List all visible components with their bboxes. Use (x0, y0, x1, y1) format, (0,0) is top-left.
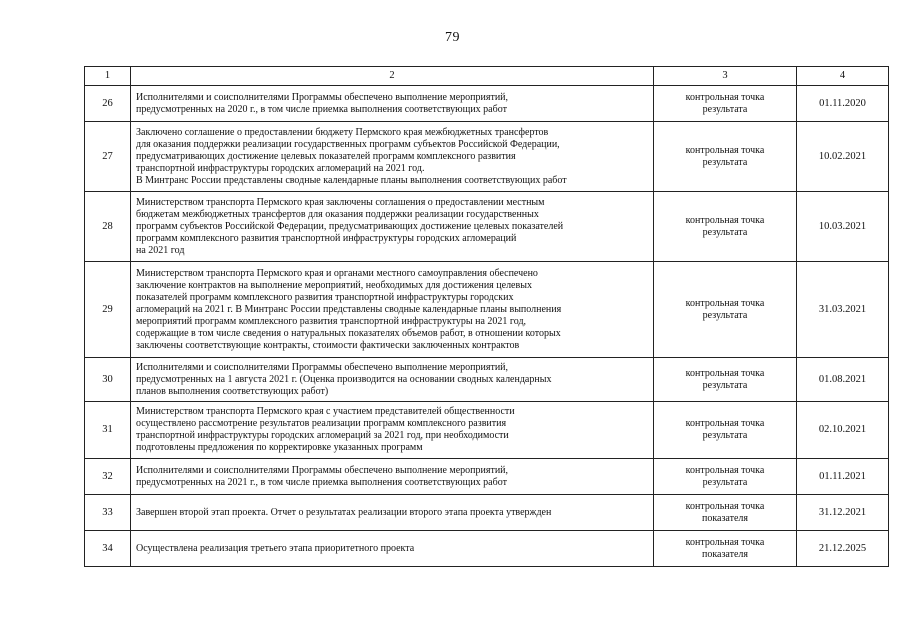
description-line: заключены соответствующие контракты, стоимости фактически заключенных контрактов (136, 339, 520, 351)
event-type-line: контрольная точка (685, 144, 765, 156)
event-type-line: контрольная точка (685, 464, 765, 476)
header-col-1: 1 (85, 67, 131, 86)
event-description (131, 402, 654, 459)
description-line: подготовлены предложения по корректировке указанных программ (136, 442, 423, 453)
event-type (654, 122, 797, 192)
description-line: программ комплексного развития транспортной инфраструктуры городских агломераций (136, 232, 517, 244)
description-line: Министерством транспорта Пермского края заключены соглашения о предоставлении местным (136, 196, 545, 208)
page-number: 79 (445, 30, 460, 45)
description-line: показателей программ комплексного развития транспортной инфраструктуры городских (136, 291, 514, 303)
description-line: предусмотренных на 1 августа 2021 г. (Оценка производится на основании сводных календарных (136, 373, 552, 385)
table-row (85, 459, 889, 495)
table-header-row (85, 67, 889, 86)
event-type-line: контрольная точка (685, 91, 765, 103)
description-line: В Минтранс России представлены сводные календарные планы выполнения соответствующих работ (136, 174, 567, 186)
event-type (654, 358, 797, 402)
event-date: 31.03.2021 (797, 262, 889, 358)
description-line: Министерством транспорта Пермского края с участием представителей общественности (136, 406, 515, 417)
table-row (85, 358, 889, 402)
description-line: Министерством транспорта Пермского края и органами местного самоуправления обеспечено (136, 267, 538, 279)
event-type-line: результата (702, 103, 748, 115)
event-type-line: результата (702, 156, 748, 168)
event-type-line: результата (702, 430, 748, 441)
row-number: 32 (85, 459, 131, 495)
event-type-line: контрольная точка (685, 214, 765, 226)
event-description (131, 495, 654, 531)
description-line: бюджетам межбюджетных трансфертов для оказания поддержки реализации государственных (136, 208, 539, 220)
event-type (654, 192, 797, 262)
event-type-line: контрольная точка (685, 536, 765, 548)
description-line: Исполнителями и соисполнителями Программы обеспечено выполнение мероприятий, (136, 361, 509, 373)
event-date: 10.03.2021 (797, 192, 889, 262)
table-row (85, 531, 889, 567)
row-number: 29 (85, 262, 131, 358)
event-description (131, 531, 654, 567)
description-line: мероприятий программ комплексного развития транспортной инфраструктуры на 2021 год, (136, 315, 527, 327)
description-line: Заключено соглашение о предоставлении бюджету Пермского края межбюджетных трансфертов (136, 126, 549, 138)
event-type (654, 459, 797, 495)
header-col-2: 2 (131, 67, 654, 86)
table-row (85, 495, 889, 531)
row-number: 31 (85, 402, 131, 459)
description-line: Исполнителями и соисполнителями Программы обеспечено выполнение мероприятий, (136, 91, 509, 103)
description-line: на 2021 год (136, 244, 185, 256)
row-number: 34 (85, 531, 131, 567)
table-row (85, 192, 889, 262)
event-date: 01.11.2021 (797, 459, 889, 495)
event-type-line: результата (702, 309, 748, 321)
header-col-3: 3 (654, 67, 797, 86)
event-type-line: результата (702, 379, 748, 391)
event-type-line: показателя (701, 548, 749, 560)
table-row (85, 122, 889, 192)
event-type-line: контрольная точка (685, 297, 765, 309)
row-number: 30 (85, 358, 131, 402)
event-type-line: результата (702, 226, 748, 238)
event-description (131, 459, 654, 495)
event-description (131, 192, 654, 262)
description-line: предусматривающих достижение целевых показателей программ комплексного развития (136, 150, 516, 162)
description-line: предусмотренных на 2020 г., в том числе приемка выполнения соответствующих работ (136, 103, 507, 115)
row-number: 27 (85, 122, 131, 192)
event-description (131, 262, 654, 358)
description-line: программ субъектов Российской Федерации, предусматривающих достижение целевых показателей (136, 220, 564, 232)
event-type (654, 495, 797, 531)
event-date: 31.12.2021 (797, 495, 889, 531)
description-line: Завершен второй этап проекта. Отчет о результатах реализации второго этапа проекта утвержден (136, 506, 552, 518)
event-type-line: контрольная точка (685, 418, 765, 429)
event-type (654, 402, 797, 459)
description-line: предусмотренных на 2021 г., в том числе приемка выполнения соответствующих работ (136, 476, 507, 488)
event-description (131, 358, 654, 402)
event-date: 02.10.2021 (797, 402, 889, 459)
description-line: осуществлено рассмотрение результатов реализации программ комплексного развития (136, 418, 507, 429)
milestones-table (84, 66, 889, 567)
event-date: 01.11.2020 (797, 86, 889, 122)
description-line: агломераций на 2021 г. В Минтранс России представлены сводные календарные планы выполнения (136, 303, 562, 315)
event-date: 21.12.2025 (797, 531, 889, 567)
description-line: для оказания поддержки реализации государственных программ субъектов Российской Федерации, (136, 138, 560, 150)
event-description (131, 122, 654, 192)
description-line: Исполнителями и соисполнителями Программы обеспечено выполнение мероприятий, (136, 464, 509, 476)
event-type (654, 86, 797, 122)
description-line: транспортной инфраструктуры городских агломераций за 2021 год, при необходимости (136, 430, 509, 441)
event-date: 10.02.2021 (797, 122, 889, 192)
row-number: 26 (85, 86, 131, 122)
description-line: содержащие в том числе сведения о натуральных показателях объемов работ, в отношении которых (136, 327, 561, 339)
row-number: 33 (85, 495, 131, 531)
event-date: 01.08.2021 (797, 358, 889, 402)
description-line: заключение контрактов на выполнение мероприятий, необходимых для достижения целевых (136, 279, 532, 291)
row-number: 28 (85, 192, 131, 262)
table-row (85, 402, 889, 459)
event-type-line: контрольная точка (685, 500, 765, 512)
header-col-4: 4 (797, 67, 889, 86)
event-type-line: контрольная точка (685, 367, 765, 379)
description-line: планов выполнения соответствующих работ) (136, 385, 329, 397)
description-line: транспортной инфраструктуры городских агломераций на 2021 год. (136, 162, 425, 174)
event-type (654, 531, 797, 567)
description-line: Осуществлена реализация третьего этапа приоритетного проекта (136, 542, 415, 554)
event-type-line: результата (702, 476, 748, 488)
table-row (85, 262, 889, 358)
event-description (131, 86, 654, 122)
table-row (85, 86, 889, 122)
event-type-line: показателя (701, 512, 749, 524)
event-type (654, 262, 797, 358)
